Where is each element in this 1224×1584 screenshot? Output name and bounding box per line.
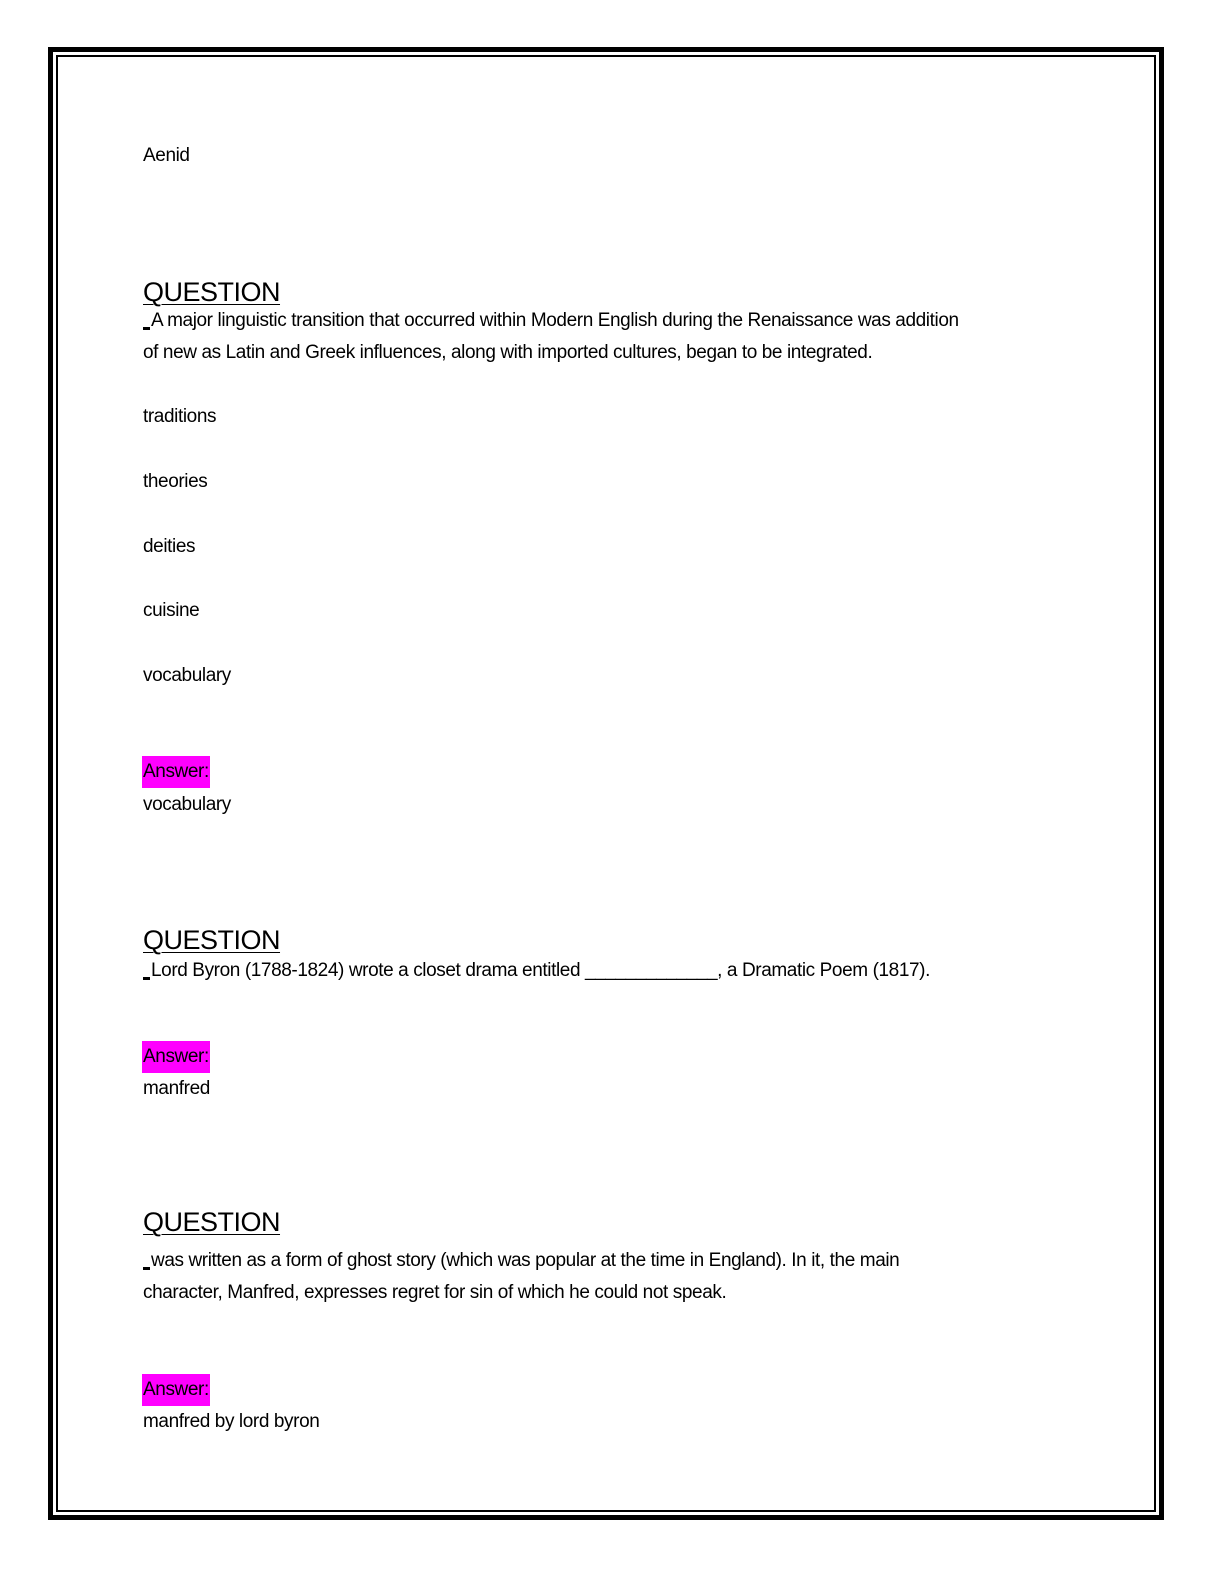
question-2-title: QUESTION	[143, 925, 281, 955]
question-2-answer-label: Answer:	[142, 1041, 210, 1073]
question-marker	[143, 1267, 150, 1270]
question-3-answer-label: Answer:	[142, 1374, 210, 1406]
question-1-option-2: theories	[143, 471, 208, 492]
question-1-text-line-1: A major linguistic transition that occurred within Modern English during the Renaissance was addition	[143, 305, 959, 337]
question-marker	[143, 327, 150, 330]
question-1-option-3: deities	[143, 536, 196, 557]
question-3-title: QUESTION	[143, 1207, 281, 1237]
question-1-option-4: cuisine	[143, 600, 200, 621]
question-1-option-5: vocabulary	[143, 665, 231, 686]
question-marker	[143, 977, 150, 980]
question-3-text-line-2: character, Manfred, expresses regret for sin of which he could not speak.	[143, 1282, 727, 1303]
question-3-answer: manfred by lord byron	[143, 1411, 320, 1432]
question-2-text-line-1: Lord Byron (1788-1824) wrote a closet drama entitled _____________, a Dramatic Poem (1817).	[143, 955, 930, 987]
previous-answer-text: Aenid	[143, 145, 190, 166]
question-1-option-1: traditions	[143, 406, 217, 427]
question-2-answer: manfred	[143, 1078, 210, 1099]
question-1-text-line-2: of new as Latin and Greek influences, along with imported cultures, began to be integrated.	[143, 342, 873, 363]
question-1-title: QUESTION	[143, 277, 281, 307]
question-1-answer: vocabulary	[143, 794, 231, 815]
question-1-answer-label: Answer:	[142, 756, 210, 788]
question-3-text-line-1: was written as a form of ghost story (which was popular at the time in England). In it, the main	[143, 1245, 899, 1277]
